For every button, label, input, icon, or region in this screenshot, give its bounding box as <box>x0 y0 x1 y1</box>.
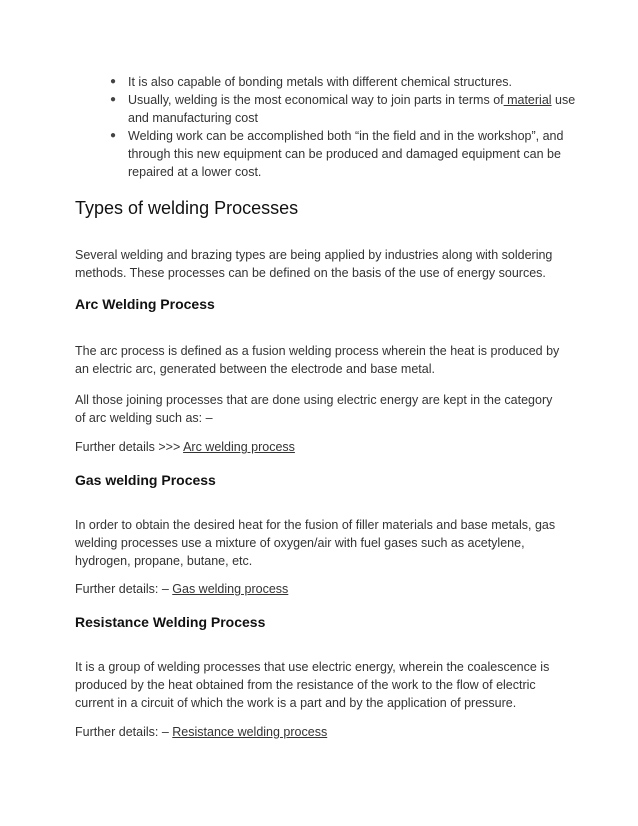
section-title: Types of welding Processes <box>75 198 299 218</box>
bullet-text: It is also capable of bonding metals with different chemical structures. <box>128 75 512 89</box>
arc-further-details <box>75 438 565 456</box>
intro-paragraph: Several welding and brazing types are being applied by industries along with soldering methods. These processes can be defined on the basis of the use of energy sources. <box>75 248 553 280</box>
arc-paragraph: The arc process is defined as a fusion welding process wherein the heat is produced by an electric arc, generated between the electrode and base metal. <box>75 344 560 376</box>
further-prefix: Further details: – <box>75 582 173 596</box>
list-item <box>110 73 580 91</box>
gas-heading: Gas welding Process <box>75 472 216 488</box>
arc-heading: Arc Welding Process <box>75 296 215 312</box>
list-item <box>110 127 580 181</box>
bullet-dot-icon: ● <box>110 94 117 105</box>
bullet-text: Usually, welding is the most economical way to join parts in terms of <box>128 93 504 107</box>
bullet-dot-icon: ● <box>110 76 117 87</box>
list-item <box>110 91 580 127</box>
arc-welding-link[interactable]: Arc welding process <box>183 440 295 454</box>
resistance-welding-link[interactable]: Resistance welding process <box>172 725 328 739</box>
resistance-further-details <box>75 723 565 741</box>
material-link[interactable]: material <box>503 93 552 107</box>
further-prefix: Further details >>> <box>75 440 184 454</box>
bullet-text: use and manufacturing cost <box>128 93 576 125</box>
arc-category-paragraph: All those joining processes that are done using electric energy are kept in the category of arc welding such as: – <box>75 393 553 425</box>
resistance-heading: Resistance Welding Process <box>75 614 266 630</box>
bullet-dot-icon: ● <box>110 130 117 141</box>
gas-welding-link[interactable]: Gas welding process <box>172 582 289 596</box>
gas-further-details <box>75 580 565 598</box>
further-prefix: Further details: – <box>75 725 173 739</box>
resistance-paragraph: It is a group of welding processes that use electric energy, wherein the coalescence is produced by the heat obtained from the resistance of the work to the flow of electric current in a circuit of which the work is a part and by the application of pressure. <box>75 660 550 710</box>
bullet-list <box>110 73 580 181</box>
bullet-text: Welding work can be accomplished both “in the field and in the workshop”, and through this new equipment can be produced and damaged equipment can be repaired at a lower cost. <box>128 129 564 179</box>
gas-paragraph: In order to obtain the desired heat for the fusion of filler materials and base metals, gas welding processes use a mixture of oxygen/air with fuel gases such as acetylene, hydrogen, propane, butane, etc. <box>75 518 556 568</box>
